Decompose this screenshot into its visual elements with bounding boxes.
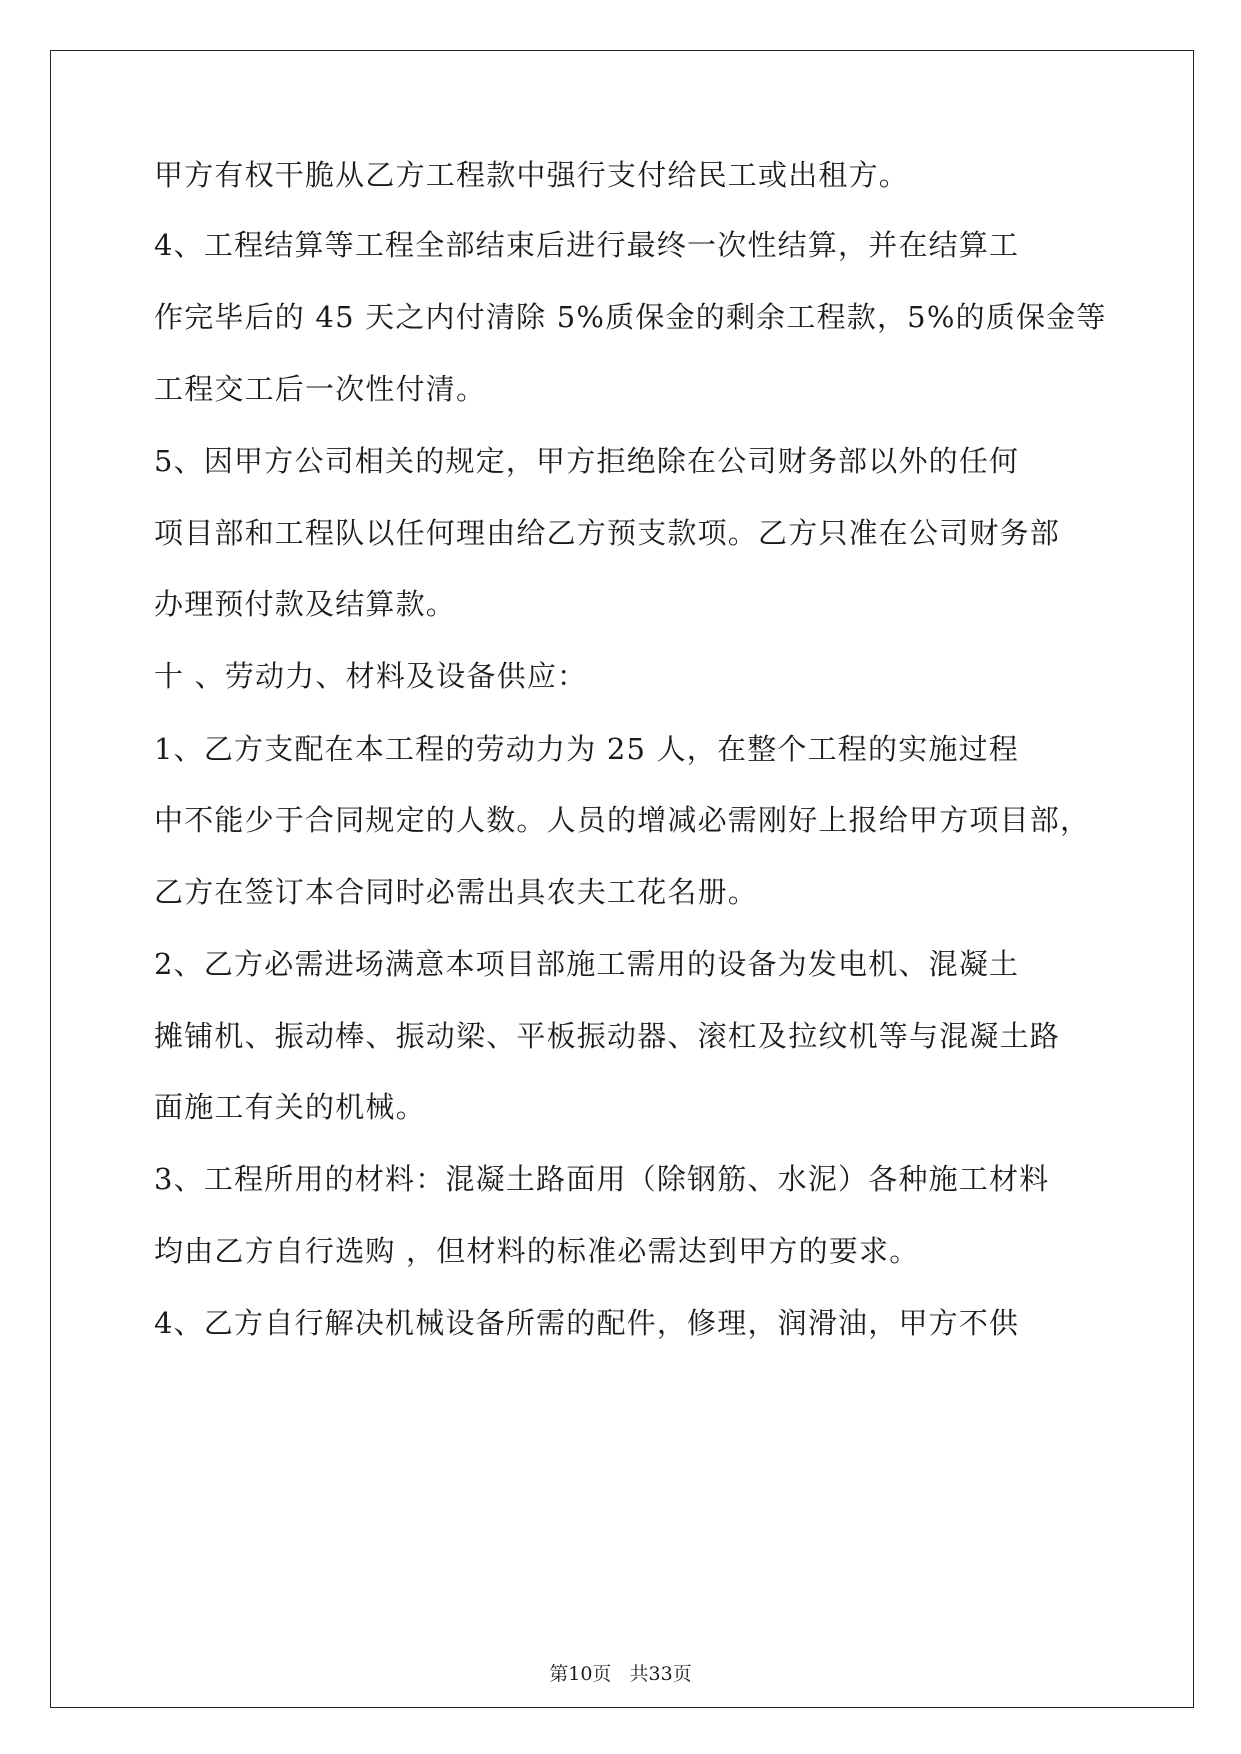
section-heading: 十 、劳动力、材料及设备供应： [154, 659, 588, 693]
text-line: 2、乙方必需进场满意本项目部施工需用的设备为发电机、混凝土 [154, 947, 1020, 981]
page-number-footer: 第10页 共33页 [549, 1663, 692, 1685]
text-line: 4、乙方自行解决机械设备所需的配件，修理，润滑油，甲方不供 [154, 1306, 1020, 1340]
text-line: 中不能少于合同规定的人数。人员的增减必需刚好上报给甲方项目部， [154, 803, 1091, 837]
text-line: 3、工程所用的材料：混凝土路面用（除钢筋、水泥）各种施工材料 [154, 1162, 1050, 1196]
text-line: 甲方有权干脆从乙方工程款中强行支付给民工或出租方。 [154, 158, 910, 192]
text-line: 均由乙方自行选购 ，但材料的标准必需达到甲方的要求。 [154, 1234, 920, 1268]
text-line: 作完毕后的 45 天之内付清除 5%质保金的剩余工程款，5%的质保金等 [154, 300, 1107, 334]
text-line: 5、因甲方公司相关的规定，甲方拒绝除在公司财务部以外的任何 [154, 444, 1020, 478]
text-line: 摊铺机、振动棒、振动梁、平板振动器、滚杠及拉纹机等与混凝土路 [154, 1019, 1061, 1053]
text-line: 项目部和工程队以任何理由给乙方预支款项。乙方只准在公司财务部 [154, 516, 1061, 550]
text-line: 面施工有关的机械。 [154, 1090, 426, 1124]
text-line: 办理预付款及结算款。 [154, 587, 457, 621]
text-line: 1、乙方支配在本工程的劳动力为 25 人，在整个工程的实施过程 [154, 732, 1019, 766]
text-line: 工程交工后一次性付清。 [154, 372, 487, 406]
text-line: 乙方在签订本合同时必需出具农夫工花名册。 [154, 875, 759, 909]
text-line: 4、工程结算等工程全部结束后进行最终一次性结算，并在结算工 [154, 228, 1020, 262]
